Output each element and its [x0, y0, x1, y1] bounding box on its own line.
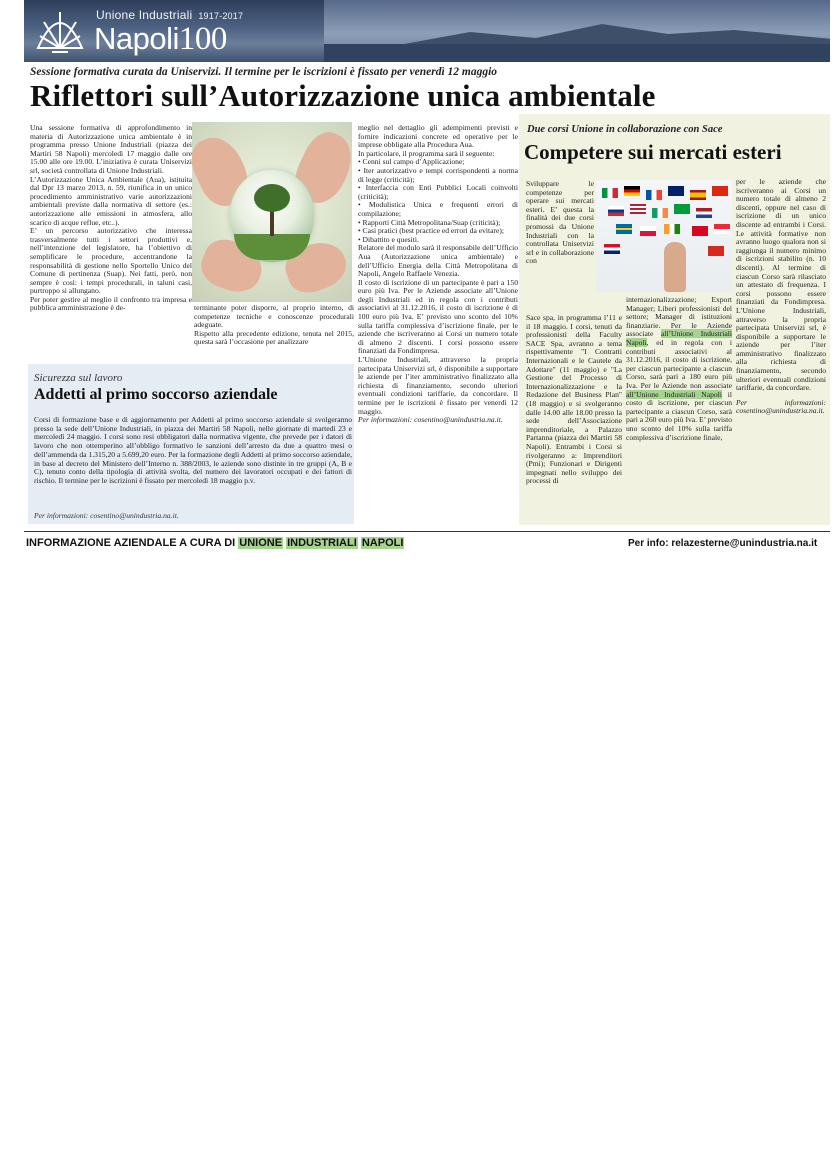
- program-item: • Interfaccia con Enti Pubblici Locali coinvolti (criticità);: [358, 183, 518, 201]
- flag-shape: [668, 186, 684, 196]
- export-column-3: [736, 178, 826, 416]
- export-info: Per informazioni: cosentino@unindustria.na.it.: [736, 397, 826, 416]
- program-item: • Iter autorizzativo e tempi corrispondenti a norma di legge (criticità);: [358, 165, 518, 184]
- footer-highlight: UNIONE: [239, 537, 283, 549]
- safety-title: Addetti al primo soccorso aziendale: [34, 386, 278, 403]
- banner-sea: [324, 44, 830, 62]
- footer-contact: Per info: relazesterne@unindustria.na.it: [628, 538, 818, 549]
- flag-shape: [646, 190, 662, 200]
- article-paragraph: meglio nel dettaglio gli adempimenti previsti e fornire indicazioni concrete ed operative per le imprese obbligate alla Procedura Aua.: [358, 123, 518, 150]
- article-paragraph: E’ un percorso autorizzativo che interessa trasversalmente tutti i settori produttivi e, nell’intenzione del legislatore, ha l’obiettivo di semplificare le procedure, accentrandone la responsabilità di gestione nello Sportello Unico del Comune di pertinenza (Suap). Nei fatti, però, non sempre è così: i tempi procedurali, in taluni casi, purtroppo si allungano.: [30, 226, 192, 296]
- article-column-1: [30, 124, 192, 313]
- safety-kicker: Sicurezza sul lavoro: [34, 372, 123, 384]
- brand-city: [94, 22, 227, 56]
- newspaper-page: [24, 0, 830, 560]
- header-banner: [24, 0, 830, 62]
- article-column-2: [194, 304, 354, 347]
- article-column-3: [358, 124, 518, 425]
- brand-city-name: Napoli: [94, 21, 179, 56]
- flag-shape: [712, 186, 728, 196]
- flag-shape: [624, 186, 640, 196]
- flag-shape: [608, 206, 624, 216]
- flag-shape: [652, 208, 668, 218]
- flag-shape: [708, 246, 724, 256]
- export-column-1-top: Sviluppare le competenze per operare sui mercati esteri. E’ questa la finalità dei due corsi promossi da Unione Industriali con la controllata Uniservizi srl e in collaborazione con: [526, 179, 594, 266]
- footer-highlight: NAPOLI: [361, 537, 404, 549]
- article-paragraph: L’Unione Industriali, attraverso la propria partecipata Uniservizi srl, è disponibile a supportare le aziende per l’iter amministrativo finalizzato alla richiesta di finanziamento, secondo ulteriori eventuali condizioni tariffarie, da concordare. Il termine per le iscrizioni è fissato per venerdì 12 maggio.: [358, 355, 518, 416]
- program-item: • Casi pratici (best practice ed errori da evitare);: [358, 226, 505, 236]
- article-paragraph: Una sessione formativa di approfondimento in materia di Autorizzazione unica ambientale è in programma presso Unione Industriali (piazza dei Martiri 58 Napoli) mercoledì 17 maggio dalle ore 15.00 alle ore 19.00. L’iniziativa è curata Uniservizi srl, società controllata di Unione Industriali.: [30, 123, 192, 175]
- hands-globe-photo: [192, 122, 352, 302]
- article-paragraph: Per poter gestire al meglio il confronto tra impresa e pubblica amministrazione è de-: [30, 294, 192, 313]
- article-paragraph: In particolare, il programma sarà il seguente:: [358, 148, 495, 158]
- flag-shape: [674, 204, 690, 214]
- flag-shape: [604, 244, 620, 254]
- export-text: internazionalizzazione; Export Manager; Liberi professionisti del settore; Manager di istituzioni finanziarie. Per le Aziende associate: [626, 295, 732, 339]
- flag-shape: [692, 226, 708, 236]
- export-text: per le aziende che iscriveranno ai Corsi un numero totale di almeno 2 discenti, oppure nel caso di iscrizione di un unico discente ad entrambi i Corsi. Le attività formative non avranno luogo qualora non si raggiunga il numero minimo di iscrizioni stabilito (n. 10 discenti). Al termine di ciascun Corso sarà rilasciato un attestato di frequenza. I corsi possono essere finanziati da Fondimpresa. L’Unione Industriali, attraverso la propria partecipata Uniservizi srl, è disponibile a supportare le aziende per l’iter amministrativo finalizzato alla richiesta di finanziamento, secondo ulteriori eventuali condizioni tariffarie, da concordare.: [736, 177, 826, 393]
- export-text: , ed in regola con i contributi associativi al 31.12.2016, il costo di iscrizione, per ciascun partecipante a ciascun Corso, sarà pari a 180 euro più Iva. Per le Aziende non associate: [626, 337, 732, 390]
- flag-shape: [640, 226, 656, 236]
- brand-years: 1917-2017: [198, 11, 244, 21]
- flag-shape: [630, 204, 646, 214]
- footer-rule: [24, 531, 830, 532]
- export-column-1-bottom: Sace spa, in programma l’11 e il 18 maggio. I corsi, tenuti da professionisti della Faculty SACE Spa, avranno a tema rispettivamente "I Contratti Internazionali e le Cautele da Adottare" (11 maggio) e "La Gestione del Processo di Internazionalizzazione e la Redazione del Business Plan" (18 maggio) e si svolgeranno dalle 14.00 alle 18.00 presso la sede dell’Associazione imprenditoriale, a Palazzo Partanna (piazza dei Martiri 58 Napoli). Entrambi i Corsi si rivolgeranno a: Imprenditori (Pmi); Funzionari e Dirigenti impegnati nello sviluppo dei processi di: [526, 313, 622, 486]
- article-info: Per informazioni: cosentino@unindustria.na.it.: [358, 415, 503, 425]
- flag-shape: [696, 208, 712, 218]
- shell-logo-icon: [32, 4, 88, 56]
- article-paragraph: terminante poter disporre, al proprio interno, di competenze tecniche e conoscenze procedurali adeguate.: [194, 303, 354, 330]
- footer-prefix: INFORMAZIONE AZIENDALE A CURA DI: [26, 537, 236, 549]
- export-text: il costo di iscrizione, per ciascun partecipante a ciascun Corso, sarà pari a 260 euro più Iva. E’ previsto uno sconto del 10% sulla tariffa complessiva d’iscrizione finale,: [626, 389, 732, 442]
- flag-shape: [602, 188, 618, 198]
- flag-shape: [664, 224, 680, 234]
- tree-crown: [254, 184, 290, 212]
- program-item: • Rapporti Città Metropolitana/Suap (criticità);: [358, 217, 501, 227]
- article-kicker: Sessione formativa curata da Uniservizi. Il termine per le iscrizioni è fissato per venerdì 12 maggio: [30, 66, 498, 78]
- brand-org-name: Unione Industriali: [96, 8, 193, 22]
- footer-highlight: INDUSTRIALI: [287, 537, 357, 549]
- article-paragraph: L’Autorizzazione Unica Ambientale (Aua), istituita dal Dpr 13 marzo 2013, n. 59, riunifica in un unico procedimento amministrativo varie autorizzazioni ambientali previste dalla normativa di settore (es.: autorizzazione alle emissioni in atmosfera, allo scarico di acque reflue, etc..).: [30, 174, 192, 227]
- brand-org: [96, 8, 243, 22]
- program-item: • Modulistica Unica e frequenti errori di compilazione;: [358, 200, 518, 218]
- highlighted-text: all’Unione Industriali Napoli: [626, 329, 732, 347]
- program-item: • Cenni sul campo d’Applicazione;: [358, 157, 465, 167]
- article-paragraph: Rispetto alla precedente edizione, tenuta nel 2015, questa sarà l’occasione per analizzare: [194, 328, 354, 347]
- article-paragraph: Il costo di iscrizione di un partecipante è pari a 150 euro più Iva. Per le Aziende associate all’Unione degli Industriali ed in regola con i contributi associativi al 31.12.2016, il costo di iscrizione è di 100 euro più Iva. E’ previsto uno sconto del 10% sulla tariffa complessiva d’iscrizione finale, per le aziende che iscriveranno ai Corsi un numero totale di almeno 2 discenti. I corsi possono essere finanziati da Fondimpresa.: [358, 277, 518, 356]
- highlighted-text: all’Unione Industriali Napoli: [626, 389, 722, 399]
- article-headline: Riflettori sull’Autorizzazione unica ambientale: [30, 78, 656, 113]
- brand-anniversary: 100: [178, 21, 227, 57]
- flag-shape: [616, 224, 632, 234]
- article-paragraph: Relatore del modulo sarà il responsabile dell’Ufficio Aua (Autorizzazione unica ambientale) e dell’Ufficio Energia della Città Metropolitana di Napoli, Angelo Raffaele Venezia.: [358, 243, 518, 279]
- flag-shape: [690, 190, 706, 200]
- safety-info: Per informazioni: cosentino@unindustria.na.it.: [34, 511, 179, 520]
- export-kicker: Due corsi Unione in collaborazione con Sace: [527, 124, 723, 135]
- footer-credit: [26, 537, 404, 549]
- safety-body: Corsi di formazione base e di aggiornamento per Addetti al primo soccorso aziendale si svolgeranno presso la sede dell’Unione Industriali, in piazza dei Martiri 58 Napoli, nelle giornate di martedì 23 e mercoledì 24 maggio. I corsi sono resi obbligatori dalla normativa vigente, che prevede per i datori di lavoro che non ottemperino all’obbligo formativo le sanzioni dell’arresto da due a quattro mesi o dell’ammenda da 1.315,20 a 5.699,20 euro. Per la formazione degli Addetti al primo soccorso aziendale, in base al decreto del Ministero dell’Interno n. 388/2003, le aziende sono distinte in tre gruppi (A, B e C), tenuto conto della tipologia di attività svolta, del numero dei lavoratori occupati e dei fattori di rischio. Il termine per le iscrizioni è fissato per mercoledì 18 maggio p.v.: [34, 415, 352, 485]
- export-column-2: [626, 296, 732, 442]
- export-title: Competere sui mercati esteri: [524, 140, 782, 164]
- program-item: • Dibattito e quesiti.: [358, 234, 419, 244]
- pointing-finger: [664, 242, 686, 292]
- flag-shape: [714, 224, 730, 234]
